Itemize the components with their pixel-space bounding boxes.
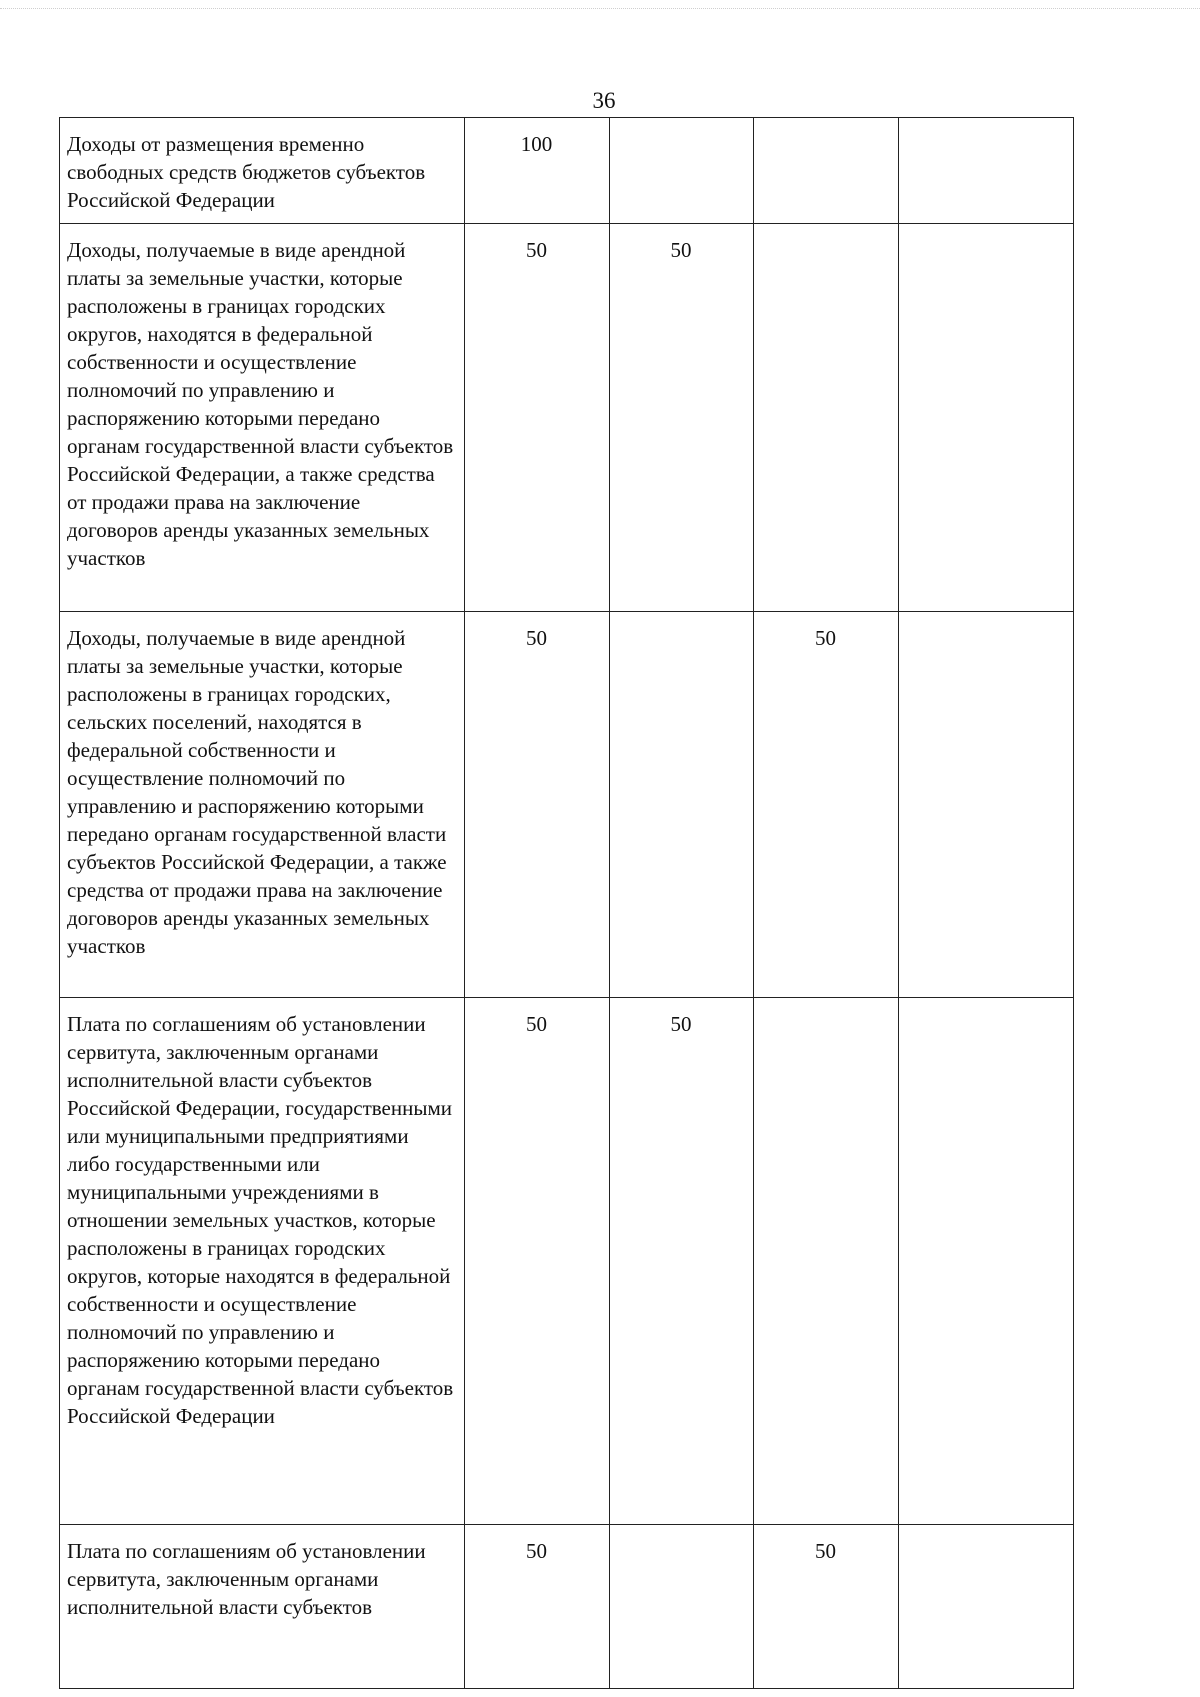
value-cell: 50 — [465, 1525, 610, 1689]
value-cell — [899, 1525, 1074, 1689]
value-cell: 50 — [465, 224, 610, 612]
revenue-description-cell: Доходы, получаемые в виде арендной платы за земельные участки, которые расположены в границах городских округов, находятся в федеральной собственности и осуществление полномочий по управлению и распоряжению которыми передано органам государственной власти субъектов Российской Федерации, а также средства от продажи права на заключение договоров аренды указанных земельных участков — [60, 224, 465, 612]
scan-edge-line — [0, 8, 1200, 9]
value-cell: 50 — [465, 998, 610, 1525]
value-cell — [610, 612, 754, 998]
table-row — [60, 1525, 1074, 1689]
value-cell — [899, 612, 1074, 998]
value-cell — [754, 998, 899, 1525]
table-row — [60, 612, 1074, 998]
revenue-description-cell: Доходы от размещения временно свободных средств бюджетов субъектов Российской Федерации — [60, 118, 465, 224]
value-cell — [899, 224, 1074, 612]
table-row — [60, 118, 1074, 224]
value-cell — [899, 118, 1074, 224]
value-cell: 100 — [465, 118, 610, 224]
revenue-description-cell: Плата по соглашениям об установлении сервитута, заключенным органами исполнительной власти субъектов — [60, 1525, 465, 1689]
table-row — [60, 998, 1074, 1525]
value-cell: 50 — [754, 612, 899, 998]
value-cell: 50 — [465, 612, 610, 998]
value-cell — [754, 224, 899, 612]
revenue-description-cell: Доходы, получаемые в виде арендной платы за земельные участки, которые расположены в границах городских, сельских поселений, находятся в федеральной собственности и осуществление полномочий по управлению и распоряжению которыми передано органам государственной власти субъектов Российской Федерации, а также средства от продажи права на заключение договоров аренды указанных земельных участков — [60, 612, 465, 998]
value-cell: 50 — [610, 998, 754, 1525]
value-cell — [754, 118, 899, 224]
revenue-description-cell: Плата по соглашениям об установлении сервитута, заключенным органами исполнительной власти субъектов Российской Федерации, государственными или муниципальными предприятиями либо государственными или муниципальными учреждениями в отношении земельных участков, которые расположены в границах городских округов, которые находятся в федеральной собственности и осуществление полномочий по управлению и распоряжению которыми передано органам государственной власти субъектов Российской Федерации — [60, 998, 465, 1525]
value-cell — [899, 998, 1074, 1525]
value-cell — [610, 118, 754, 224]
page-number: 36 — [592, 88, 616, 113]
value-cell — [610, 1525, 754, 1689]
value-cell: 50 — [754, 1525, 899, 1689]
table-row — [60, 224, 1074, 612]
revenue-distribution-table — [59, 117, 1074, 1689]
value-cell: 50 — [610, 224, 754, 612]
